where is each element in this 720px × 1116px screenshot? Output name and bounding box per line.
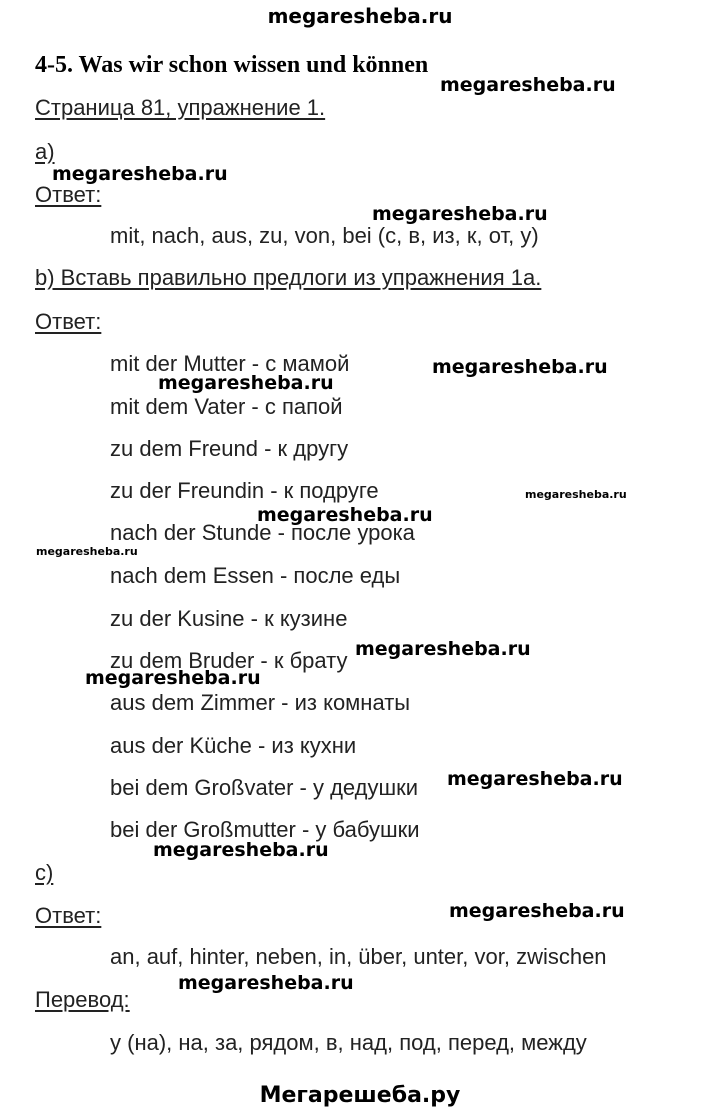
- list-item: bei dem Großvater - у дедушки: [110, 775, 419, 800]
- part-c-translation-label: Перевод:: [35, 987, 130, 1012]
- part-a-answer: mit, nach, aus, zu, von, bei (с, в, из, к, от, у): [110, 223, 539, 248]
- header-site-name: megaresheba.ru: [267, 4, 453, 28]
- watermark: megaresheba.ru: [257, 504, 433, 526]
- part-a-label: a): [35, 139, 55, 164]
- watermark: megaresheba.ru: [153, 839, 329, 861]
- part-c-answer-label: Ответ:: [35, 903, 102, 928]
- part-c-label: c): [35, 860, 54, 885]
- list-item: zu dem Bruder - к брату: [110, 648, 348, 673]
- watermark: megaresheba.ru: [178, 972, 354, 994]
- list-item: zu der Freundin - к подруге: [110, 478, 379, 503]
- exercise-reference: Страница 81, упражнение 1.: [35, 95, 326, 120]
- watermark: megaresheba.ru: [449, 900, 625, 922]
- watermark: megaresheba.ru: [525, 488, 627, 501]
- part-b-answer-label: Ответ:: [35, 309, 102, 334]
- list-item: nach dem Essen - после еды: [110, 563, 401, 588]
- list-item: mit dem Vater - с папой: [110, 394, 343, 419]
- watermark: megaresheba.ru: [52, 163, 228, 185]
- watermark: megaresheba.ru: [440, 74, 616, 96]
- list-item: zu dem Freund - к другу: [110, 436, 349, 461]
- list-item: aus dem Zimmer - из комнаты: [110, 690, 411, 715]
- list-item: zu der Kusine - к кузине: [110, 606, 348, 631]
- watermark: megaresheba.ru: [432, 356, 608, 378]
- section-title: 4-5. Was wir schon wissen und können: [35, 52, 429, 78]
- part-c-translation: у (на), на, за, рядом, в, над, под, перед, между: [110, 1030, 587, 1055]
- watermark: megaresheba.ru: [447, 768, 623, 790]
- footer-site-name: Мегарешеба.ру: [259, 1083, 461, 1108]
- watermark: megaresheba.ru: [85, 667, 261, 689]
- part-b-task: b) Вставь правильно предлоги из упражнения 1a.: [35, 265, 542, 290]
- list-item: nach der Stunde - после урока: [110, 520, 415, 545]
- watermark: megaresheba.ru: [355, 638, 531, 660]
- watermark: megaresheba.ru: [372, 203, 548, 225]
- part-c-answer: an, auf, hinter, neben, in, über, unter, vor, zwischen: [110, 944, 607, 969]
- part-a-answer-label: Ответ:: [35, 182, 102, 207]
- list-item: mit der Mutter - с мамой: [110, 351, 350, 376]
- list-item: aus der Küche - из кухни: [110, 733, 357, 758]
- watermark: megaresheba.ru: [36, 545, 138, 558]
- list-item: bei der Großmutter - у бабушки: [110, 817, 420, 842]
- watermark: megaresheba.ru: [158, 372, 334, 394]
